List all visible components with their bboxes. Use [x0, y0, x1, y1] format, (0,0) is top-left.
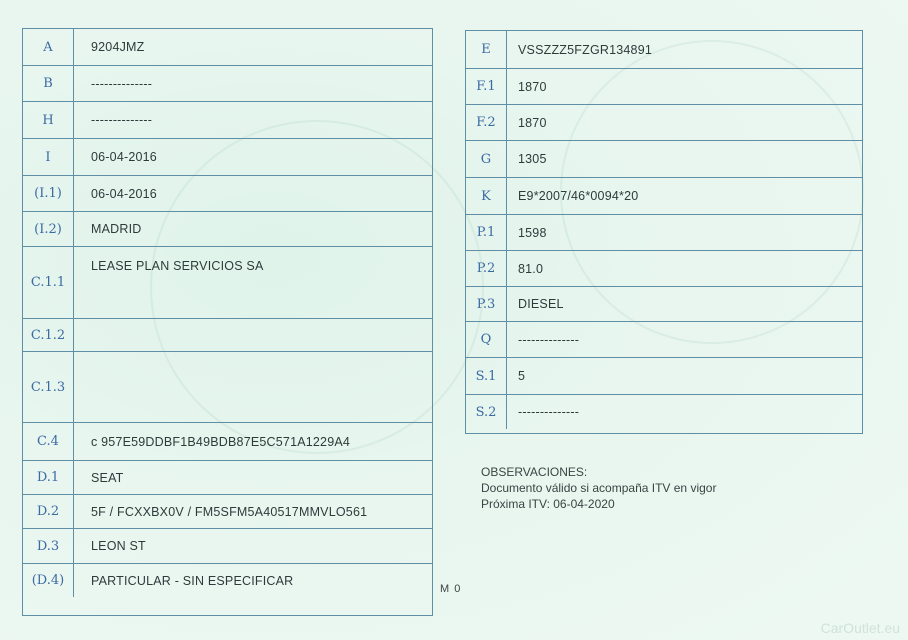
field-value: PARTICULAR - SIN ESPECIFICAR — [91, 573, 294, 588]
field-code: D.2 — [23, 495, 74, 528]
field-value: 06-04-2016 — [91, 150, 157, 164]
field-row — [23, 29, 432, 65]
field-value: 1305 — [518, 152, 547, 166]
field-row — [466, 214, 862, 250]
field-code: (I.1) — [23, 176, 74, 211]
field-code: Q — [466, 322, 507, 357]
field-code: C.1.1 — [23, 247, 74, 318]
field-row — [23, 351, 432, 422]
field-code: D.1 — [23, 461, 74, 494]
m0-mark: M 0 — [440, 583, 462, 595]
field-code: P.2 — [466, 251, 507, 286]
field-value: 5 — [518, 369, 526, 383]
field-row — [23, 65, 432, 101]
field-code: E — [466, 31, 507, 68]
field-code: I — [23, 139, 74, 175]
field-value: SEAT — [91, 470, 124, 485]
field-row — [466, 140, 862, 177]
field-row — [466, 321, 862, 357]
watermark-text: CarOutlet.eu — [820, 620, 900, 636]
field-value: -------------- — [518, 405, 580, 419]
field-value: MADRID — [91, 222, 142, 236]
field-value: 1870 — [518, 79, 547, 94]
field-value: -------------- — [91, 76, 153, 91]
field-value: VSSZZZ5FZGR134891 — [518, 42, 653, 57]
field-value: 5F / FCXXBX0V / FM5SFM5A40517MMVLO561 — [91, 504, 368, 519]
observations-line-2: Próxima ITV: 06-04-2020 — [481, 497, 615, 511]
field-row — [23, 460, 432, 494]
field-code: C.1.3 — [23, 352, 74, 422]
field-code: (I.2) — [23, 212, 74, 246]
field-code: C.1.2 — [23, 319, 74, 351]
observations-line-1: Documento válido si acompaña ITV en vigor — [481, 481, 717, 495]
field-row — [23, 101, 432, 138]
field-code: P.3 — [466, 287, 507, 321]
right-fields-table — [465, 30, 863, 434]
field-code: (D.4) — [23, 564, 74, 597]
field-code: S.2 — [466, 395, 507, 429]
field-code: P.1 — [466, 215, 507, 250]
field-code: F.2 — [466, 105, 507, 140]
field-value: DIESEL — [518, 297, 564, 311]
field-value: 9204JMZ — [91, 40, 145, 54]
left-fields-table — [22, 28, 433, 616]
field-value: E9*2007/46*0094*20 — [518, 189, 639, 203]
field-row — [466, 68, 862, 104]
observations-title: OBSERVACIONES: — [481, 465, 588, 479]
field-row — [466, 250, 862, 286]
field-code: D.3 — [23, 529, 74, 563]
field-row — [466, 394, 862, 429]
field-value: LEASE PLAN SERVICIOS SA — [91, 259, 264, 273]
field-row — [466, 104, 862, 140]
field-value: 06-04-2016 — [91, 186, 157, 201]
field-code: G — [466, 141, 507, 177]
field-code: B — [23, 66, 74, 101]
field-code: K — [466, 178, 507, 214]
field-row — [466, 177, 862, 214]
field-value: 1870 — [518, 115, 547, 130]
field-row — [23, 175, 432, 211]
field-value: 81.0 — [518, 261, 544, 276]
field-code: S.1 — [466, 358, 507, 394]
field-row — [466, 31, 862, 68]
field-row — [23, 494, 432, 528]
observations-block — [481, 464, 716, 512]
field-value: 1598 — [518, 225, 547, 240]
field-row — [23, 528, 432, 563]
field-row — [23, 422, 432, 460]
field-row — [23, 318, 432, 351]
field-row — [23, 138, 432, 175]
field-value: -------------- — [518, 332, 580, 347]
field-code: F.1 — [466, 69, 507, 104]
field-row — [466, 357, 862, 394]
field-code: A — [23, 29, 74, 65]
field-value: c 957E59DDBF1B49BDB87E5C571A1229A4 — [91, 434, 351, 449]
field-row — [23, 563, 432, 597]
field-code: H — [23, 102, 74, 138]
field-row — [466, 286, 862, 321]
field-code: C.4 — [23, 423, 74, 460]
field-value: -------------- — [91, 113, 153, 127]
field-value: LEON ST — [91, 539, 146, 553]
field-row — [23, 246, 432, 318]
field-row — [23, 211, 432, 246]
